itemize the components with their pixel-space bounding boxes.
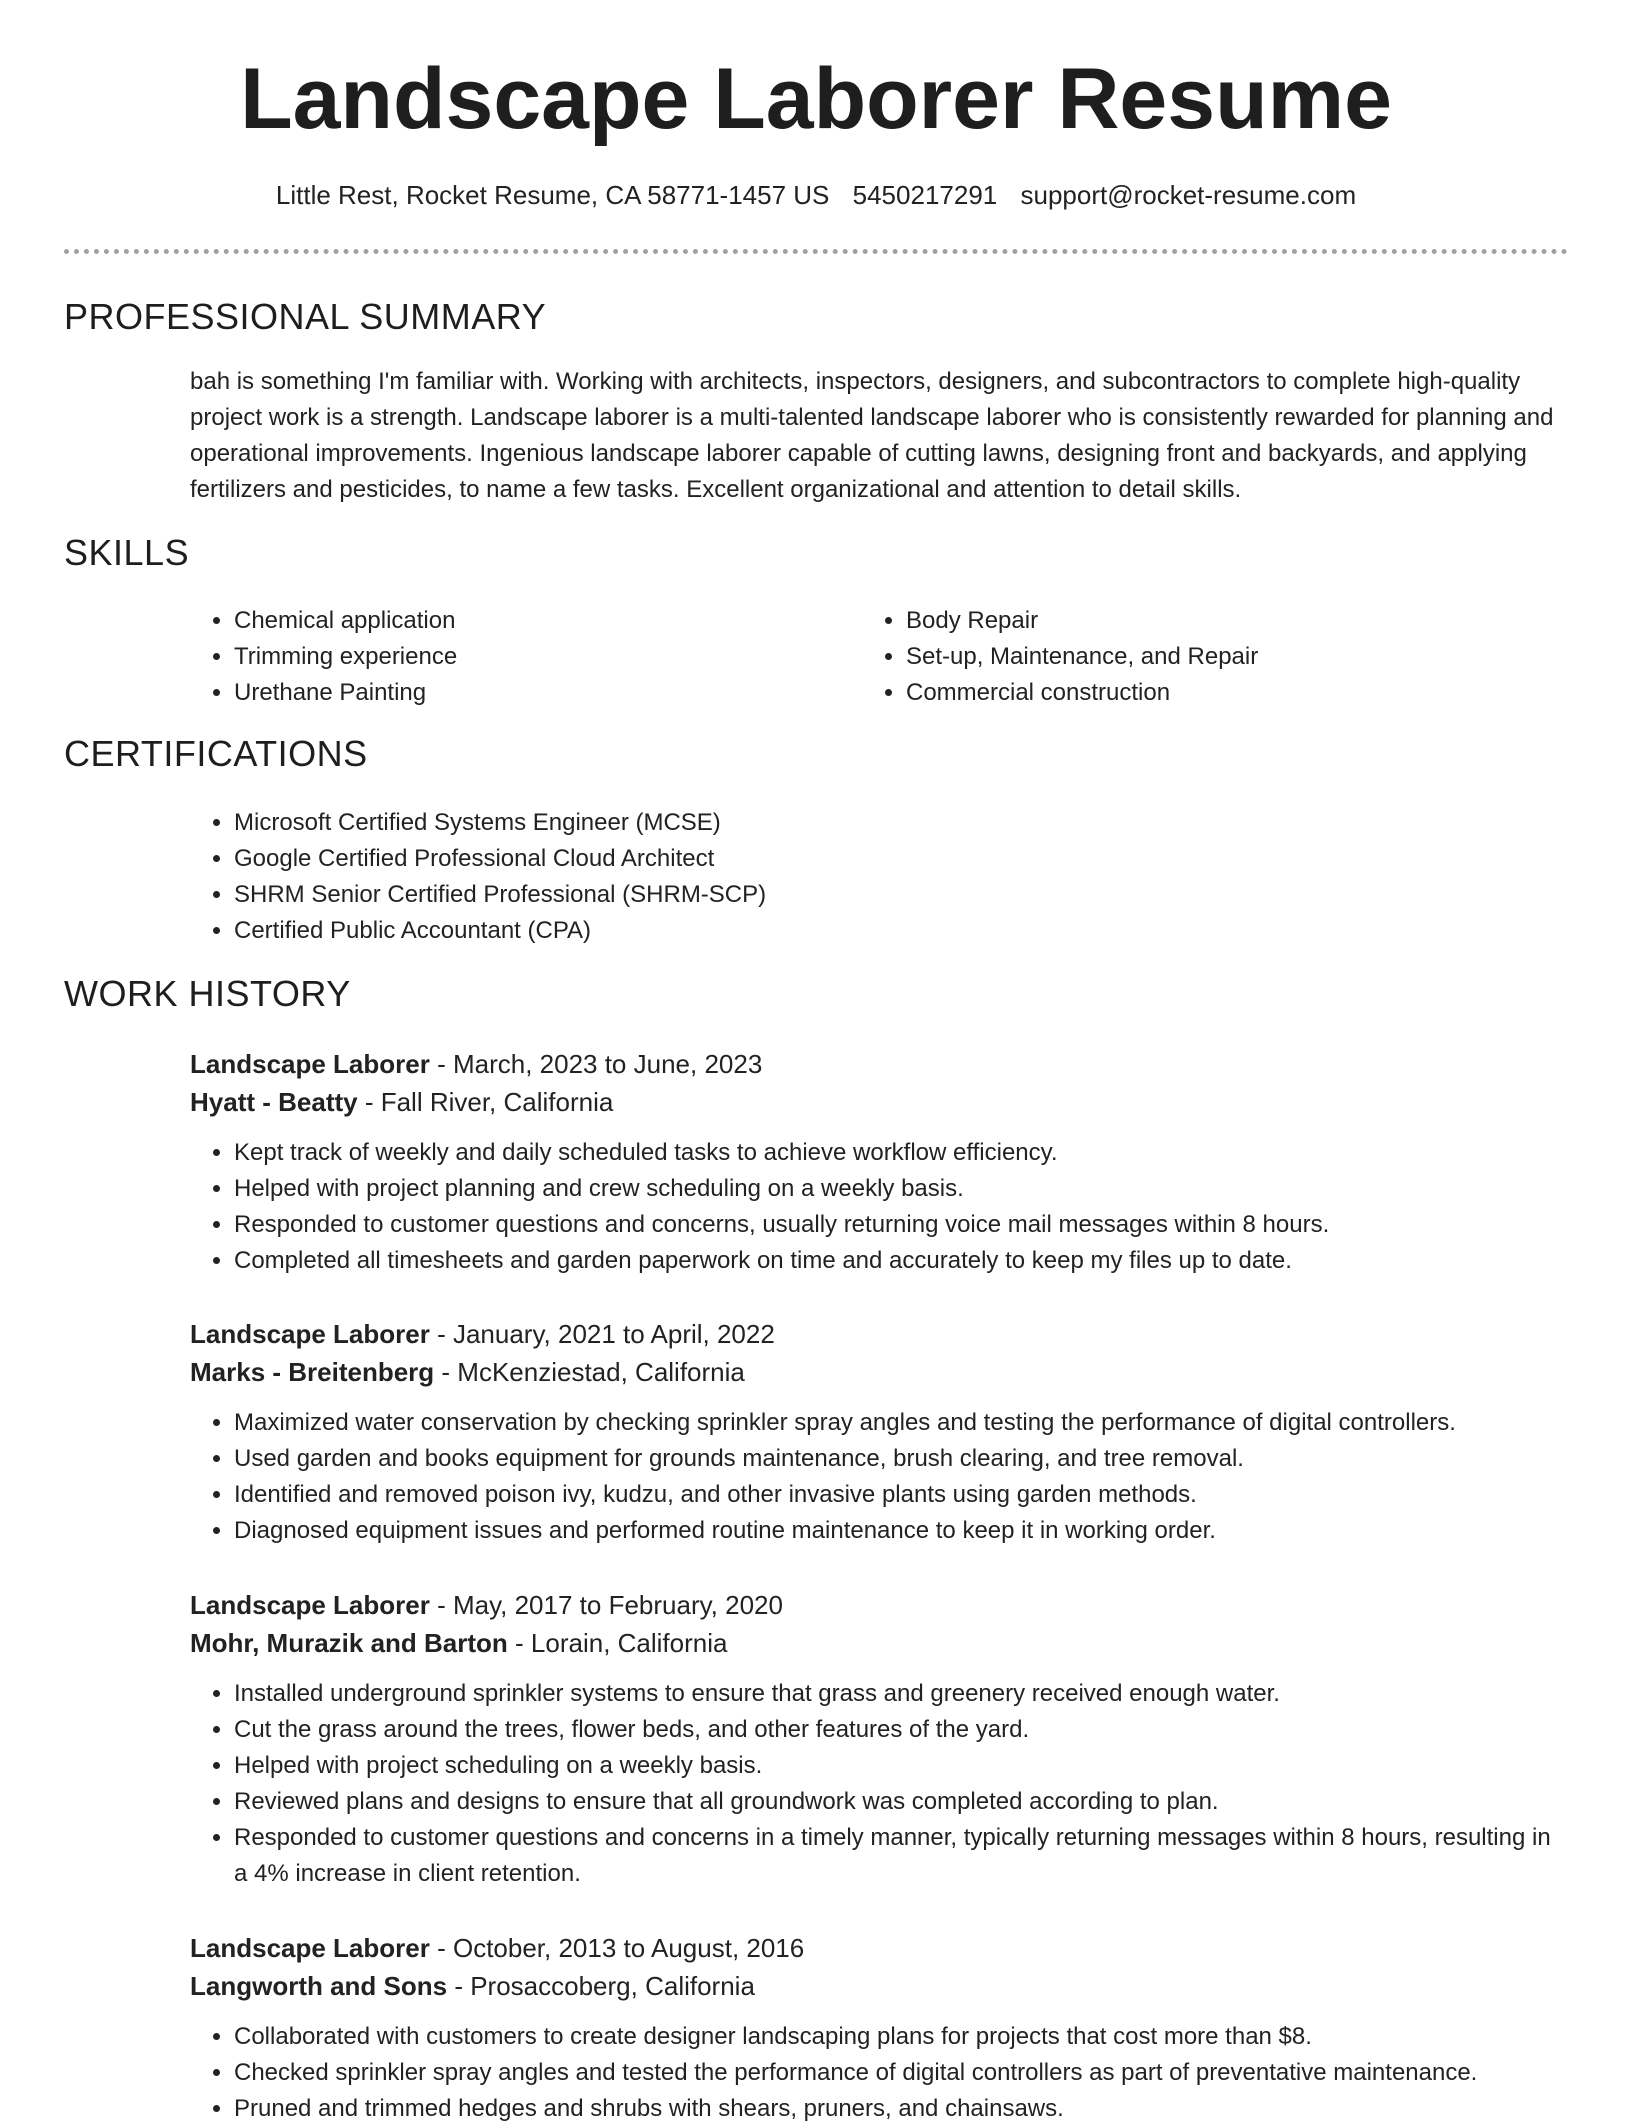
skill-item: • Trimming experience bbox=[234, 639, 457, 675]
job-bullet: • Responded to customer questions and concerns, usually returning voice mail messages within 8 hours. bbox=[234, 1207, 1568, 1243]
job-company: Marks - Breitenberg bbox=[190, 1357, 435, 1387]
job-bullet: • Used garden and books equipment for grounds maintenance, brush clearing, and tree removal. bbox=[234, 1441, 1568, 1477]
section-title-work-history: WORK HISTORY bbox=[64, 973, 351, 1014]
job-dates: - January, 2021 to April, 2022 bbox=[429, 1319, 775, 1349]
job-bullet: • Pruned and trimmed hedges and shrubs with shears, pruners, and chainsaws. bbox=[234, 2091, 1568, 2127]
job-location: - Prosaccoberg, California bbox=[447, 1971, 755, 2001]
job-bullet: • Completed all timesheets and garden paperwork on time and accurately to keep my files up to date. bbox=[234, 1243, 1568, 1279]
job-bullet: • Checked sprinkler spray angles and tested the performance of digital controllers as part of preventative maintenance. bbox=[234, 2055, 1568, 2091]
job-entry bbox=[190, 1045, 1568, 1279]
contact-email[interactable]: support@rocket-resume.com bbox=[1020, 180, 1357, 210]
skill-item: • Urethane Painting bbox=[234, 675, 457, 711]
skill-item: • Chemical application bbox=[234, 603, 457, 639]
summary-text: bah is something I'm familiar with. Working with architects, inspectors, designers, and subcontractors to complete high-quality project work is a strength. Landscape laborer is a multi-talented landscape laborer who is consistently rewarded for planning and operational improvements. Ingenious landscape laborer capable of cutting lawns, designing front and backyards, and applying fertilizers and pesticides, to name a few tasks. Excellent organizational and attention to detail skills. bbox=[190, 368, 1554, 503]
job-title-line bbox=[190, 1045, 1568, 1083]
job-dates: - May, 2017 to February, 2020 bbox=[429, 1590, 783, 1620]
job-company-line bbox=[190, 1967, 1568, 2005]
job-bullet: • Diagnosed equipment issues and performed routine maintenance to keep it in working order. bbox=[234, 1513, 1568, 1549]
skill-item: • Commercial construction bbox=[906, 675, 1258, 711]
job-dates: - October, 2013 to August, 2016 bbox=[429, 1933, 805, 1963]
header-divider bbox=[64, 249, 1568, 254]
job-location: - Fall River, California bbox=[357, 1087, 614, 1117]
skill-item: • Body Repair bbox=[906, 603, 1258, 639]
job-bullets bbox=[190, 1405, 1568, 1549]
job-company: Langworth and Sons bbox=[190, 1971, 448, 2001]
job-company: Hyatt - Beatty bbox=[190, 1087, 358, 1117]
section-title-summary: PROFESSIONAL SUMMARY bbox=[64, 296, 547, 337]
job-bullet: • Helped with project planning and crew scheduling on a weekly basis. bbox=[234, 1171, 1568, 1207]
job-location: - Lorain, California bbox=[507, 1628, 728, 1658]
certification-item: • Microsoft Certified Systems Engineer (MCSE) bbox=[234, 805, 766, 841]
job-bullet: • Kept track of weekly and daily scheduled tasks to achieve workflow efficiency. bbox=[234, 1135, 1568, 1171]
job-entry bbox=[190, 1929, 1568, 2127]
contact-line bbox=[64, 180, 1568, 211]
job-bullet: • Cut the grass around the trees, flower beds, and other features of the yard. bbox=[234, 1712, 1568, 1748]
certification-item: • Certified Public Accountant (CPA) bbox=[234, 913, 766, 949]
job-title-line bbox=[190, 1315, 1568, 1353]
section-title-certifications: CERTIFICATIONS bbox=[64, 733, 368, 774]
contact-phone[interactable]: 5450217291 bbox=[852, 180, 998, 210]
job-company-line bbox=[190, 1353, 1568, 1391]
certification-item: • SHRM Senior Certified Professional (SHRM-SCP) bbox=[234, 877, 766, 913]
job-title: Landscape Laborer bbox=[190, 1319, 430, 1349]
job-bullet: • Helped with project scheduling on a weekly basis. bbox=[234, 1748, 1568, 1784]
job-entry bbox=[190, 1586, 1568, 1892]
job-title: Landscape Laborer bbox=[190, 1933, 430, 1963]
certifications-list bbox=[190, 805, 766, 949]
skill-item: • Set-up, Maintenance, and Repair bbox=[906, 639, 1258, 675]
job-entry bbox=[190, 1315, 1568, 1549]
job-bullet: • Installed underground sprinkler systems to ensure that grass and greenery received enough water. bbox=[234, 1676, 1568, 1712]
skills-column-left bbox=[190, 603, 457, 711]
skills-column-right bbox=[862, 603, 1258, 711]
certification-item: • Google Certified Professional Cloud Architect bbox=[234, 841, 766, 877]
job-bullets bbox=[190, 2019, 1568, 2127]
job-title: Landscape Laborer bbox=[190, 1590, 430, 1620]
job-bullets bbox=[190, 1676, 1568, 1892]
job-company: Mohr, Murazik and Barton bbox=[190, 1628, 508, 1658]
job-company-line bbox=[190, 1083, 1568, 1121]
resume-title: Landscape Laborer Resume bbox=[240, 51, 1392, 147]
job-company-line bbox=[190, 1624, 1568, 1662]
job-bullets bbox=[190, 1135, 1568, 1279]
job-location: - McKenziestad, California bbox=[434, 1357, 745, 1387]
resume-page bbox=[64, 0, 1568, 2122]
job-bullet: • Responded to customer questions and concerns in a timely manner, typically returning messages within 8 hours, resulting in a 4% increase in client retention. bbox=[234, 1820, 1568, 1892]
job-bullet: • Collaborated with customers to create designer landscaping plans for projects that cost more than $8. bbox=[234, 2019, 1568, 2055]
job-dates: - March, 2023 to June, 2023 bbox=[429, 1049, 763, 1079]
job-title-line bbox=[190, 1586, 1568, 1624]
contact-address: Little Rest, Rocket Resume, CA 58771-1457 US bbox=[275, 180, 830, 210]
job-title: Landscape Laborer bbox=[190, 1049, 430, 1079]
job-bullet: • Identified and removed poison ivy, kudzu, and other invasive plants using garden methods. bbox=[234, 1477, 1568, 1513]
job-title-line bbox=[190, 1929, 1568, 1967]
job-bullet: • Reviewed plans and designs to ensure that all groundwork was completed according to plan. bbox=[234, 1784, 1568, 1820]
section-title-skills: SKILLS bbox=[64, 532, 190, 573]
job-bullet: • Maximized water conservation by checking sprinkler spray angles and testing the performance of digital controllers. bbox=[234, 1405, 1568, 1441]
